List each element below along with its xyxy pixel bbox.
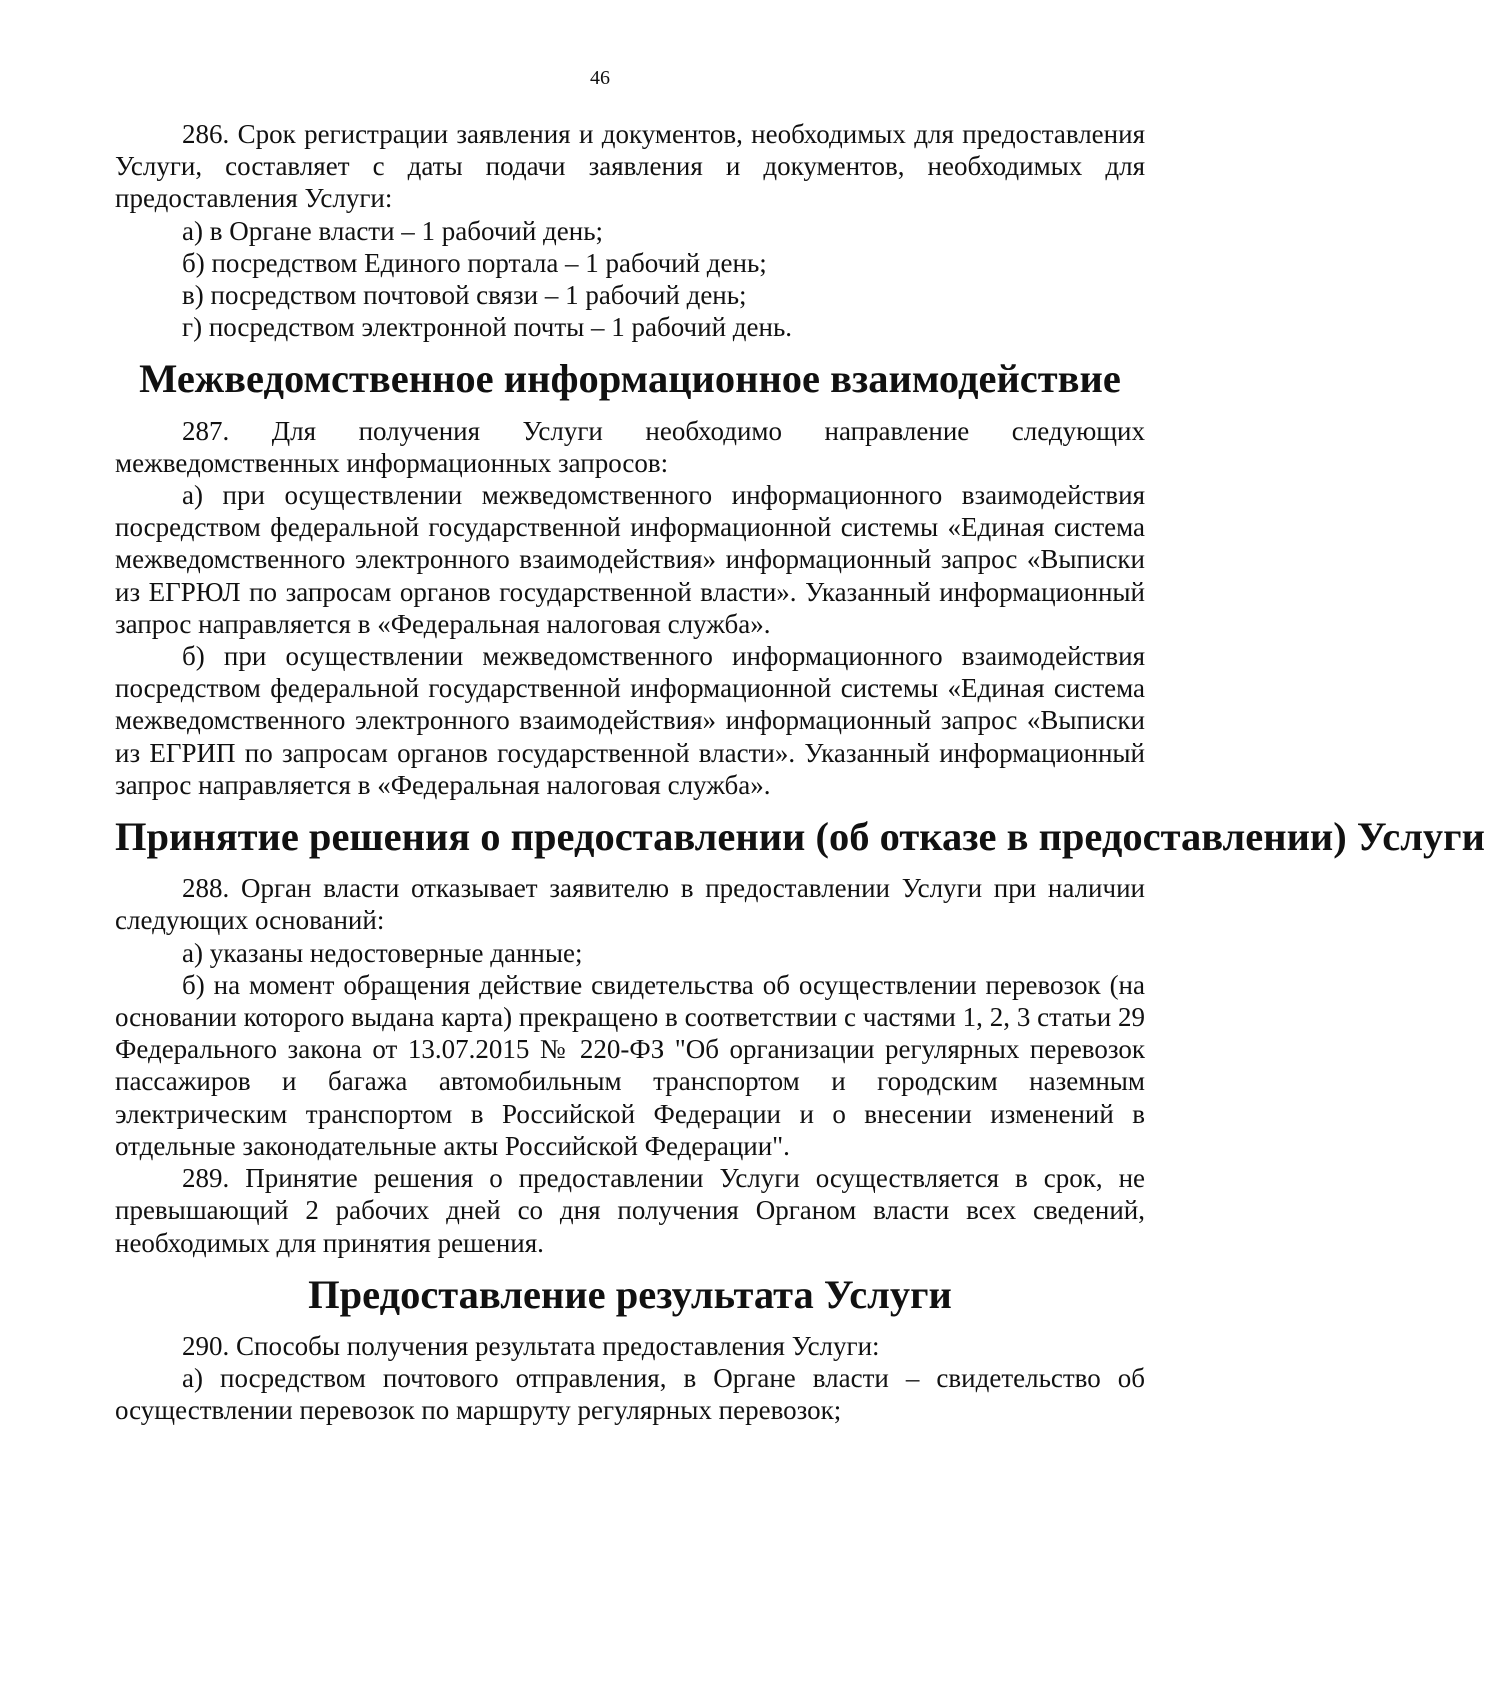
paragraph-286: 286. Срок регистрации заявления и документов, необходимых для предоставления Услуги, составляет с даты подачи заявления и документов, необходимых для предоставления Услуги: — [115, 119, 1145, 214]
list-item-288-a: а) указаны недостоверные данные; — [182, 937, 583, 968]
list-item-288-b: б) на момент обращения действие свидетельства об осуществлении перевозок (на основании которого выдана карта) прекращено в соответствии с частями 1, 2, 3 статьи 29 Федерального закона от 13.07.2015 № 220-ФЗ "Об организации регулярных перевозок пассажиров и багажа автомобильным транспортом и городским наземным электрическим транспортом в Российской Федерации и о внесении изменений в отдельные законодательные акты Российской Федерации". — [115, 969, 1145, 1161]
list-item-286-g: г) посредством электронной почты – 1 рабочий день. — [182, 312, 793, 343]
paragraph-290: 290. Способы получения результата предоставления Услуги: — [182, 1330, 880, 1361]
section-heading-result: Предоставление результата Услуги — [308, 1271, 952, 1317]
list-item-286-b: б) посредством Единого портала – 1 рабочий день; — [182, 247, 767, 278]
paragraph-288: 288. Орган власти отказывает заявителю в предоставлении Услуги при наличии следующих оснований: — [115, 873, 1145, 936]
section-heading-interagency: Межведомственное информационное взаимодействие — [139, 356, 1121, 402]
page-number: 46 — [590, 67, 610, 89]
list-item-287-a: а) при осуществлении межведомственного информационного взаимодействия посредством федеральной государственной информационной системы «Единая система межведомственного электронного взаимодействия» информационный запрос «Выписки из ЕГРЮЛ по запросам органов государственной власти». Указанный информационный запрос направляется в «Федеральная налоговая служба». — [115, 480, 1145, 639]
document-body — [115, 118, 1485, 1427]
section-heading-decision: Принятие решения о предоставлении (об отказе в предоставлении) Услуги — [115, 814, 1485, 860]
paragraph-287: 287. Для получения Услуги необходимо направление следующих межведомственных информационных запросов: — [115, 415, 1145, 478]
list-item-286-a: а) в Органе власти – 1 рабочий день; — [182, 215, 604, 246]
list-item-286-v: в) посредством почтовой связи – 1 рабочий день; — [182, 280, 747, 311]
paragraph-289: 289. Принятие решения о предоставлении Услуги осуществляется в срок, не превышающий 2 рабочих дней со дня получения Органом власти всех сведений, необходимых для принятия решения. — [115, 1163, 1145, 1258]
list-item-290-a: а) посредством почтового отправления, в Органе власти – свидетельство об осуществлении перевозок по маршруту регулярных перевозок; — [115, 1363, 1145, 1426]
list-item-287-b: б) при осуществлении межведомственного информационного взаимодействия посредством федеральной государственной информационной системы «Единая система межведомственного электронного взаимодействия» информационный запрос «Выписки из ЕГРИП по запросам органов государственной власти». Указанный информационный запрос направляется в «Федеральная налоговая служба». — [115, 641, 1145, 800]
